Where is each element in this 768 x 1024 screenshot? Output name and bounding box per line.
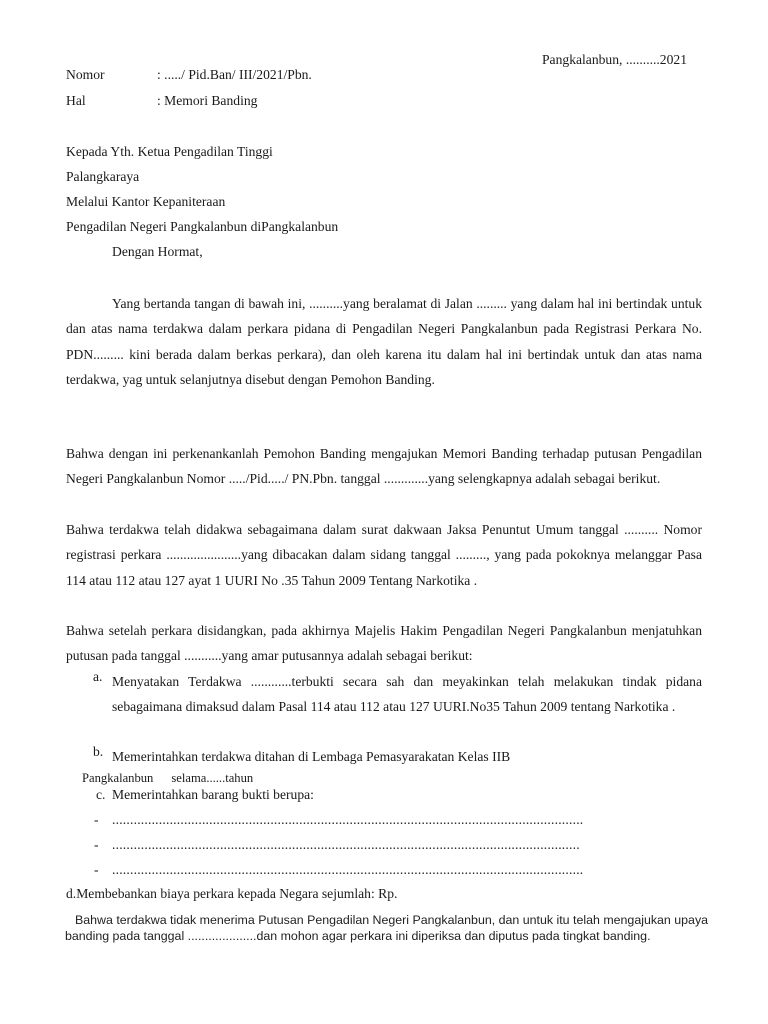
evidence-dash-1: - bbox=[94, 812, 99, 827]
hal-value: : Memori Banding bbox=[157, 93, 258, 108]
verdict-item-b: Memerintahkan terdakwa ditahan di Lembaga Pemasyarakatan Kelas IIB bbox=[112, 749, 511, 764]
paragraph-verdict-intro: Bahwa setelah perkara disidangkan, pada akhirnya Majelis Hakim Pengadilan Negeri Pangkalanbun menjatuhkan putusan pada tanggal ...........yang amar putusannya adalah sebagai berikut: bbox=[66, 623, 702, 664]
paragraph-appeal-request: Bahwa dengan ini perkenankanlah Pemohon Banding mengajukan Memori Banding terhadap putusan Pengadilan Negeri Pangkalanbun Nomor ...../Pid...../ PN.Pbn. tanggal .............yang selengkapnya adalah sebagai berikut. bbox=[66, 446, 702, 487]
document-date: Pangkalanbun, ..........2021 bbox=[542, 52, 687, 67]
list-marker-a: a. bbox=[93, 669, 103, 684]
recipient-line-4: Pengadilan Negeri Pangkalanbun diPangkalanbun bbox=[66, 219, 339, 234]
nomor-label: Nomor bbox=[66, 67, 105, 82]
detention-duration: selama......tahun bbox=[171, 771, 254, 785]
evidence-blank-3: ................................................................................................................................... bbox=[112, 862, 584, 877]
recipient-line-2: Palangkaraya bbox=[66, 169, 140, 184]
list-marker-b: b. bbox=[93, 744, 104, 759]
closing-text: Bahwa terdakwa tidak menerima Putusan Pengadilan Negeri Pangkalanbun, dan untuk itu telah mengajukan upaya banding pada tanggal ....................dan mohon agar perkara ini diperiksa dan diputus pada tingkat banding. bbox=[65, 913, 709, 943]
evidence-blank-2: .................................................................................................................................. bbox=[112, 837, 580, 852]
paragraph-indictment: Bahwa terdakwa telah didakwa sebagaimana dalam surat dakwaan Jaksa Penuntut Umum tanggal .......... Nomor registrasi perkara ......................yang dibacakan dalam sidang tanggal ........., yang pada pokoknya melanggar Pasa 114 atau 112 atau 127 ayat 1 UURI No .35 Tahun 2009 Tentang Narkotika . bbox=[66, 522, 702, 588]
verdict-item-d: d.Membebankan biaya perkara kepada Negara sejumlah: Rp. bbox=[66, 886, 398, 901]
detention-details bbox=[82, 771, 253, 786]
nomor-value: : ...../ Pid.Ban/ III/2021/Pbn. bbox=[157, 67, 312, 82]
greeting: Dengan Hormat, bbox=[112, 244, 203, 259]
closing-statement bbox=[65, 912, 725, 944]
evidence-blank-1: ................................................................................................................................... bbox=[112, 812, 584, 827]
verdict-item-c: Memerintahkan barang bukti berupa: bbox=[112, 787, 314, 802]
detention-place: Pangkalanbun bbox=[82, 771, 154, 785]
evidence-dash-2: - bbox=[94, 837, 99, 852]
evidence-dash-3: - bbox=[94, 862, 99, 877]
list-marker-c: c. bbox=[96, 787, 106, 802]
paragraph-identity: Yang bertanda tangan di bawah ini, ..........yang beralamat di Jalan ......... yang dalam hal ini bertindak untuk dan atas nama terdakwa dalam perkara pidana di Pengadilan Negeri Pangkalanbun pada Registrasi Perkara No. PDN......... kini berada dalam berkas perkara), dan oleh karena itu dalam hal ini bertindak untuk dan atas nama terdakwa, yag untuk selanjutnya disebut dengan Pemohon Banding. bbox=[66, 296, 702, 388]
verdict-item-a: Menyatakan Terdakwa ............terbukti secara sah dan meyakinkan telah melakukan tindak pidana sebagaimana dimaksud dalam Pasal 114 atau 112 atau 127 UURI.No35 Tahun 2009 tentang Narkotika . bbox=[112, 674, 702, 715]
recipient-line-1: Kepada Yth. Ketua Pengadilan Tinggi bbox=[66, 144, 273, 159]
hal-label: Hal bbox=[66, 93, 86, 108]
recipient-line-3: Melalui Kantor Kepaniteraan bbox=[66, 194, 226, 209]
